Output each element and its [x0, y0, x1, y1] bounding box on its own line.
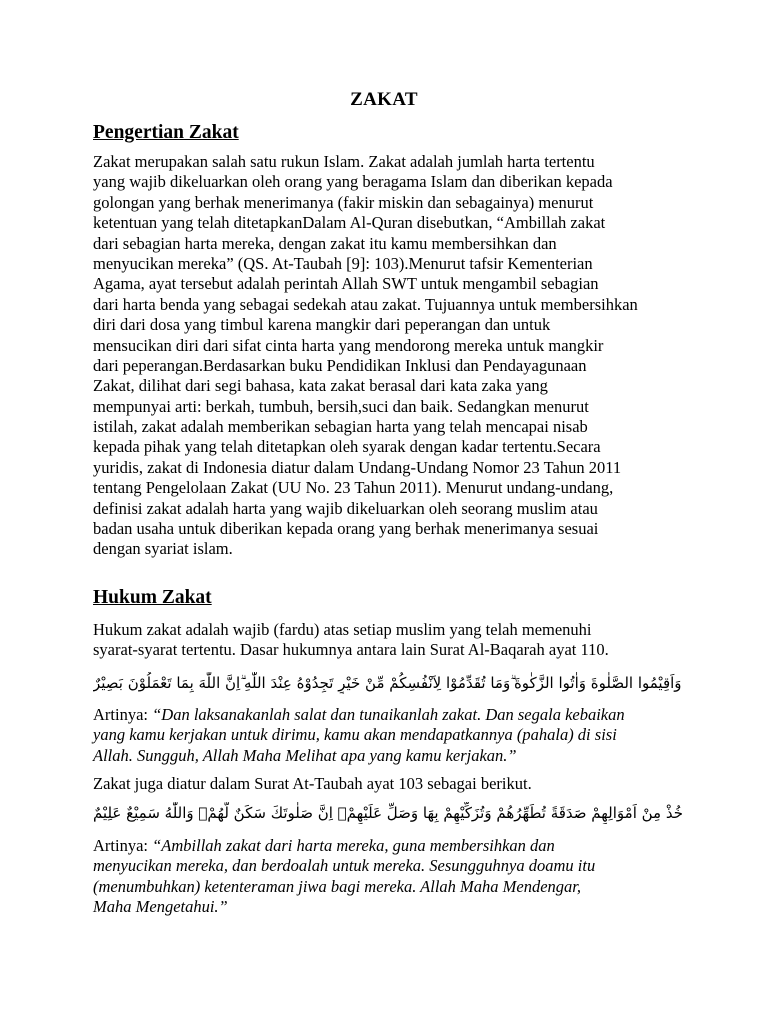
arabic-verse-al-baqarah-110: وَاَقِيْمُوا الصَّلٰوةَ وَاٰتُوا الزَّكٰوةَ ۗوَمَا تُقَدِّمُوْا لِاَنْفُسِكُمْ مِّنْ خَيْرٍ تَجِدُوْهُ عِنْدَ اللّٰهِ ۗاِنَّ اللّٰهَ بِمَا تَعْمَلُوْنَ بَصِيْرٌ — [93, 674, 682, 692]
translation-line: Allah. Sungguh, Allah Maha Melihat apa yang kamu kerjakan.” — [93, 745, 517, 765]
paragraph-at-taubah-intro — [93, 774, 683, 794]
text-line: dengan syariat islam. — [93, 539, 233, 559]
text-line: Zakat merupakan salah satu rukun Islam. Zakat adalah jumlah harta tertentu — [93, 152, 595, 171]
text-line: yang wajib dikeluarkan oleh orang yang beragama Islam dan diberikan kepada — [93, 172, 613, 192]
translation-line: menyucikan mereka, dan berdoalah untuk mereka. Sesungguhnya doamu itu — [93, 856, 596, 876]
translation-text: “Dan laksanakanlah salat dan tunaikanlah zakat. Dan segala kebaikan — [152, 705, 625, 724]
text-line: istilah, zakat adalah memberikan sebagian harta yang telah mencapai nisab — [93, 417, 588, 437]
paragraph-hukum-zakat-intro — [93, 620, 683, 661]
text-line: golongan yang berhak menerimanya (fakir miskin dan sebagainya) menurut — [93, 192, 594, 212]
heading-hukum-zakat: Hukum Zakat — [93, 587, 212, 608]
arabic-verse-at-taubah-103: خُذْ مِنْ اَمْوَالِهِمْ صَدَقَةً تُطَهِّرُهُمْ وَتُزَكِّيْهِمْ بِهَا وَصَلِّ عَلَيْهِمْۗ اِنَّ صَلٰوتَكَ سَكَنٌ لَّهُمْۗ وَاللّٰهُ سَمِيْعٌ عَلِيْمٌ — [93, 804, 683, 822]
translation-text: “Ambillah zakat dari harta mereka, guna membersihkan dan — [152, 836, 555, 855]
text-line: syarat-syarat tertentu. Dasar hukumnya antara lain Surat Al-Baqarah ayat 110. — [93, 640, 609, 660]
text-line: dari peperangan.Berdasarkan buku Pendidikan Inklusi dan Pendayagunaan — [93, 355, 587, 375]
translation-at-taubah-103 — [93, 836, 683, 918]
text-line: diri dari dosa yang timbul karena mangkir dari peperangan dan untuk — [93, 315, 551, 335]
text-line: yuridis, zakat di Indonesia diatur dalam Undang-Undang Nomor 23 Tahun 2011 — [93, 457, 622, 477]
text-line: mempunyai arti: berkah, tumbuh, bersih,suci dan baik. Sedangkan menurut — [93, 396, 589, 416]
text-line: dari harta benda yang sebagai sedekah atau zakat. Tujuannya untuk membersihkan — [93, 294, 638, 314]
text-line: Zakat, dilihat dari segi bahasa, kata zakat berasal dari kata zaka yang — [93, 376, 548, 396]
text-line: Zakat juga diatur dalam Surat At-Taubah ayat 103 sebagai berikut. — [93, 774, 532, 793]
heading-pengertian-zakat: Pengertian Zakat — [93, 122, 239, 143]
document-title: ZAKAT — [350, 89, 418, 110]
translation-label: Artinya: — [93, 705, 153, 724]
text-line: Agama, ayat tersebut adalah perintah Allah SWT untuk mengambil sebagian — [93, 274, 599, 294]
text-line: mensucikan diri dari sifat cinta harta yang mendorong mereka untuk mangkir — [93, 335, 604, 355]
translation-line — [93, 836, 683, 856]
translation-line: yang kamu kerjakan untuk dirimu, kamu akan mendapatkannya (pahala) di sisi — [93, 725, 617, 745]
translation-line: (menumbuhkan) ketenteraman jiwa bagi mereka. Allah Maha Mendengar, — [93, 876, 582, 896]
text-line: dari sebagian harta mereka, dengan zakat itu kamu membersihkan dan — [93, 233, 557, 253]
translation-label: Artinya: — [93, 836, 153, 855]
text-line: Hukum zakat adalah wajib (fardu) atas setiap muslim yang telah memenuhi — [93, 620, 592, 639]
text-line: definisi zakat adalah harta yang wajib dikeluarkan oleh seorang muslim atau — [93, 498, 598, 518]
translation-line: Maha Mengetahui.” — [93, 897, 228, 917]
text-line: badan usaha untuk diberikan kepada orang yang berhak menerimanya sesuai — [93, 519, 599, 539]
text-line: menyucikan mereka” (QS. At-Taubah [9]: 103).Menurut tafsir Kementerian — [93, 253, 593, 273]
translation-line — [93, 705, 683, 725]
text-line: ketentuan yang telah ditetapkanDalam Al-Quran disebutkan, “Ambillah zakat — [93, 213, 606, 233]
text-line: tentang Pengelolaan Zakat (UU No. 23 Tahun 2011). Menurut undang-undang, — [93, 478, 614, 498]
paragraph-pengertian-zakat — [93, 152, 683, 560]
text-line: kepada pihak yang telah ditetapkan oleh syarak dengan kadar tertentu.Secara — [93, 437, 601, 457]
translation-al-baqarah-110 — [93, 705, 683, 766]
